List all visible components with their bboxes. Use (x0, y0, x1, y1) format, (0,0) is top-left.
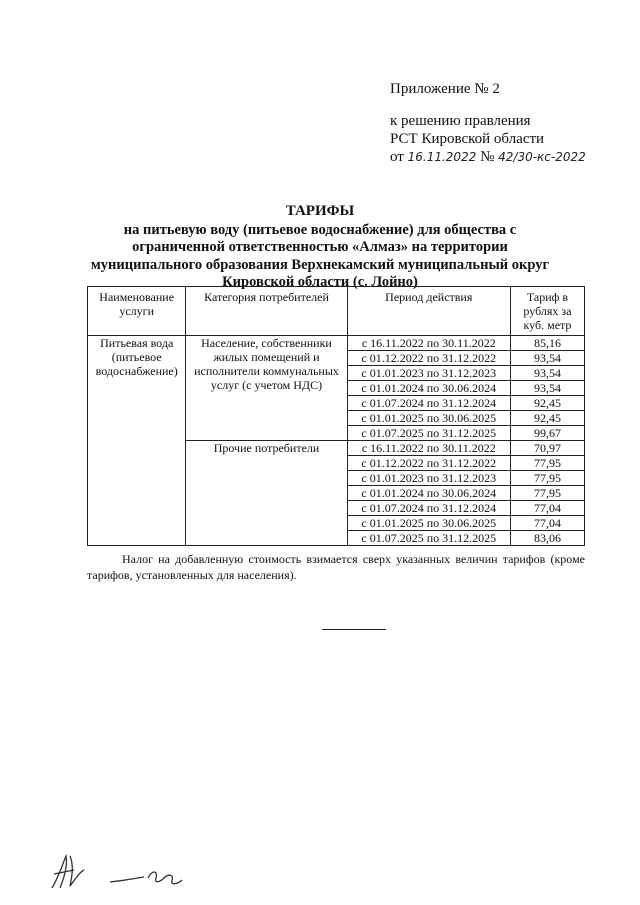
period-cell: с 01.01.2023 по 31.12.2023 (347, 366, 510, 381)
period-cell: с 01.01.2024 по 30.06.2024 (347, 486, 510, 501)
period-cell: с 01.12.2022 по 31.12.2022 (347, 456, 510, 471)
table-row (88, 336, 585, 351)
tariff-cell: 70,97 (510, 441, 584, 456)
category-cell-other: Прочие потребители (186, 441, 347, 546)
tariff-cell: 77,95 (510, 456, 584, 471)
appendix-line-2: РСТ Кировской области (390, 131, 545, 147)
header-category: Категория потребителей (186, 287, 347, 336)
header-period: Период действия (347, 287, 510, 336)
title-line-4: Кировской области (с. Лойно) (222, 274, 418, 290)
handwritten-decision-number: 42/30-кс-2022 (498, 150, 586, 164)
date-prefix: от (390, 149, 404, 165)
period-cell: с 01.01.2024 по 30.06.2024 (347, 381, 510, 396)
table-header-row (88, 287, 585, 336)
tariff-cell: 85,16 (510, 336, 584, 351)
period-cell: с 01.01.2023 по 31.12.2023 (347, 471, 510, 486)
appendix-number: Приложение № 2 (390, 81, 500, 97)
handwritten-date: 16.11.2022 (407, 150, 477, 164)
title-line-3: муниципального образования Верхнекамский муниципальный округ (90, 256, 550, 273)
period-cell: с 01.07.2024 по 31.12.2024 (347, 396, 510, 411)
tariff-cell: 93,54 (510, 366, 584, 381)
period-cell: с 01.07.2025 по 31.12.2025 (347, 531, 510, 546)
period-cell: с 01.01.2025 по 30.06.2025 (347, 411, 510, 426)
period-cell: с 16.11.2022 по 30.11.2022 (347, 336, 510, 351)
tariff-cell: 99,67 (510, 426, 584, 441)
title-line-2: ограниченной ответственностью «Алмаз» на территории (132, 239, 508, 255)
tariff-cell: 77,95 (510, 471, 584, 486)
tariff-table (87, 286, 585, 546)
header-service: Наименование услуги (88, 287, 186, 336)
tariff-cell: 92,45 (510, 396, 584, 411)
tariff-cell: 93,54 (510, 351, 584, 366)
divider-line (322, 629, 386, 630)
period-cell: с 01.01.2025 по 30.06.2025 (347, 516, 510, 531)
appendix-block (390, 80, 586, 166)
service-cell: Питьевая вода (питьевое водоснабжение) (88, 336, 186, 546)
category-cell-population: Население, собственники жилых помещений и исполнители коммунальных услуг (с учетом НДС) (186, 336, 347, 441)
tariff-cell: 77,95 (510, 486, 584, 501)
title-main: ТАРИФЫ (285, 203, 355, 219)
signature-mark (40, 848, 200, 893)
vat-note: Налог на добавленную стоимость взимается сверх указанных величин тарифов (кроме тарифов, установленных для населения). (87, 552, 585, 582)
period-cell: с 01.12.2022 по 31.12.2022 (347, 351, 510, 366)
period-cell: с 16.11.2022 по 30.11.2022 (347, 441, 510, 456)
tariff-cell: 77,04 (510, 501, 584, 516)
appendix-line-1: к решению правления (390, 113, 531, 129)
tariff-cell: 83,06 (510, 531, 584, 546)
tariff-cell: 92,45 (510, 411, 584, 426)
appendix-date-line (390, 148, 586, 166)
header-tariff: Тариф в рублях за куб. метр (510, 287, 584, 336)
period-cell: с 01.07.2024 по 31.12.2024 (347, 501, 510, 516)
document-title (70, 203, 570, 292)
tariff-cell: 77,04 (510, 516, 584, 531)
period-cell: с 01.07.2025 по 31.12.2025 (347, 426, 510, 441)
title-line-1: на питьевую воду (питьевое водоснабжение) для общества с (123, 221, 517, 238)
tariff-cell: 93,54 (510, 381, 584, 396)
number-label: № (480, 149, 495, 165)
